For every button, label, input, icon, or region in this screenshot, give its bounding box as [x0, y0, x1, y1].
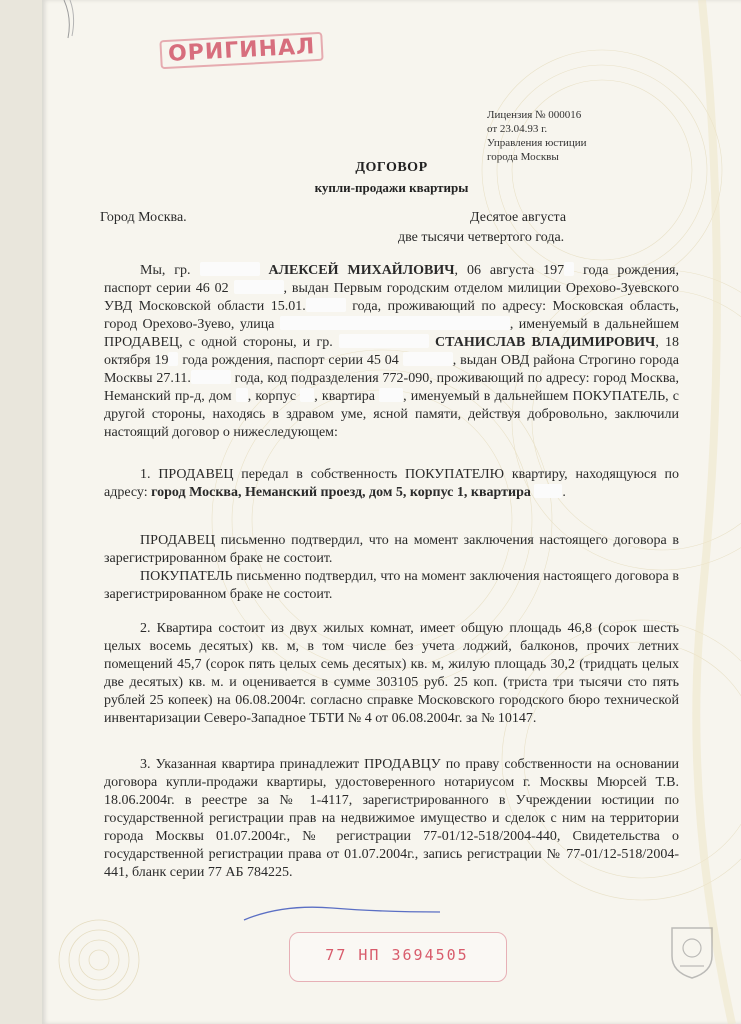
redaction [564, 262, 574, 276]
document-subtitle: купли-продажи квартиры [314, 180, 469, 195]
rosette-icon [54, 915, 144, 1005]
redaction [200, 262, 260, 276]
license-line: города Москвы [487, 151, 559, 163]
seller-statement: ПРОДАВЕЦ письменно подтвердил, что на момент заключения настоящего договора в зарегистрированном браке не состоит. [104, 533, 679, 566]
redaction [534, 484, 562, 498]
clause-3: 3. Указанная квартира принадлежит ПРОДАВЦУ по праву собственности на основании договора купли-продажи квартиры, удостоверенного нотариусом г. Москвы Мюрсей Т.В. 18.06.2004г. в реестре за № 1-4117, зарегистрированного в Учреждении юстиции по государственной регистрации прав на недвижимое имущество и сделок с ним на территории города Москвы 01.07.2004г., № регистрации 77-01/12-518/2004-440, Свидетельства о государственной регистрации права от 01.07.2004г., запись регистрации № 77-01/12-518/2004-441, бланк серии 77 АБ 784225. [104, 757, 679, 880]
text-fragment: , 18 октября 19 [104, 335, 680, 368]
redaction [306, 298, 346, 312]
redaction [236, 388, 248, 402]
redaction [379, 388, 403, 402]
text-fragment: , выдан ОВД района Строгино города Москвы 27.11. [104, 353, 680, 386]
pen-mark [242, 898, 442, 928]
property-address: город Москва, Неманский проезд, дом 5, корпус 1, квартира [151, 485, 531, 500]
clause-2: 2. Квартира состоит из двух жилых комнат, имеет общую площадь 46,8 (сорок шесть целых восемь десятых) кв. м, в том числе без учета лоджий, балконов, прочих летних помещений 45,7 (сорок пять целых семь десятых) кв. м, жилую площадь 30,2 (тридцать целых две десятых) кв. м. и оценивается в сумме 303105 руб. 25 коп. (триста три тысячи сто пять рублей 25 копеек) на 06.08.2004г. согласно справке Московского городского бюро технической инвентаризации Северо-Западное ТБТИ № 4 от 06.08.2004г. за № 10147. [104, 621, 679, 726]
license-line: от 23.04.93 г. [487, 123, 548, 135]
text-fragment: года рождения, паспорт серии 45 04 [178, 353, 403, 368]
text-fragment: года рождения, паспорт серии 46 02 [104, 263, 679, 296]
clause-1 [104, 466, 679, 502]
text-fragment: Мы, гр. [140, 263, 191, 278]
text-fragment: , квартира [314, 389, 380, 404]
license-line: Управления юстиции [487, 137, 587, 149]
license-block [487, 108, 687, 164]
date-line-1: Десятое августа [470, 210, 567, 225]
redaction [191, 370, 231, 384]
redaction [403, 352, 453, 366]
parties-paragraph [104, 262, 679, 442]
redaction [339, 334, 429, 348]
buyer-name: СТАНИСЛАВ ВЛАДИМИРОВИЧ [435, 335, 656, 350]
date-line-2: две тысячи четвертого года. [398, 230, 565, 245]
document-title: ДОГОВОР [355, 160, 428, 175]
text-fragment: года, код подразделения 772-090, проживающий по адресу: город Москва, Неманский пр-д, дом [104, 371, 679, 404]
binding-thread-icon [62, 0, 102, 40]
text-fragment: , выдан Первым городским отделом милиции Орехово-Зуевского УВД Московской области 15.01. [104, 281, 679, 314]
text-fragment: , корпус [247, 389, 301, 404]
text-fragment: , именуемый в дальнейшем ПРОДАВЕЦ, с одной стороны, и гр. [104, 317, 679, 350]
redaction [234, 280, 284, 294]
redaction [280, 316, 510, 330]
text-fragment: , именуемый в дальнейшем ПОКУПАТЕЛЬ, с другой стороны, находясь в здравом уме, ясной памяти, действуя добровольно, заключили настоящий договор о нижеследующем: [104, 389, 680, 440]
place-of-signing: Город Москва. [100, 210, 187, 225]
redaction [300, 388, 314, 402]
license-line: Лицензия № 000016 [487, 109, 582, 121]
document-page [42, 0, 741, 1024]
blank-serial-number: 77 НП 3694505 [325, 946, 469, 964]
text-fragment: 1. ПРОДАВЕЦ передал в собственность ПОКУПАТЕЛЮ квартиру, находящуюся по адресу: [104, 467, 679, 500]
text-fragment: , 06 августа 197 [454, 263, 565, 278]
text-fragment: года, проживающий по адресу: Московская область, город Орехово-Зуево, улица [104, 299, 679, 332]
original-stamp: ОРИГИНАЛ [159, 32, 324, 70]
redaction [168, 352, 178, 366]
text-fragment: . [562, 485, 566, 500]
seller-name: АЛЕКСЕЙ МИХАЙЛОВИЧ [268, 263, 455, 278]
buyer-statement: ПОКУПАТЕЛЬ письменно подтвердил, что на момент заключения настоящего договора в зарегистрированном браке не состоит. [104, 569, 679, 602]
coat-of-arms-icon [662, 922, 722, 982]
